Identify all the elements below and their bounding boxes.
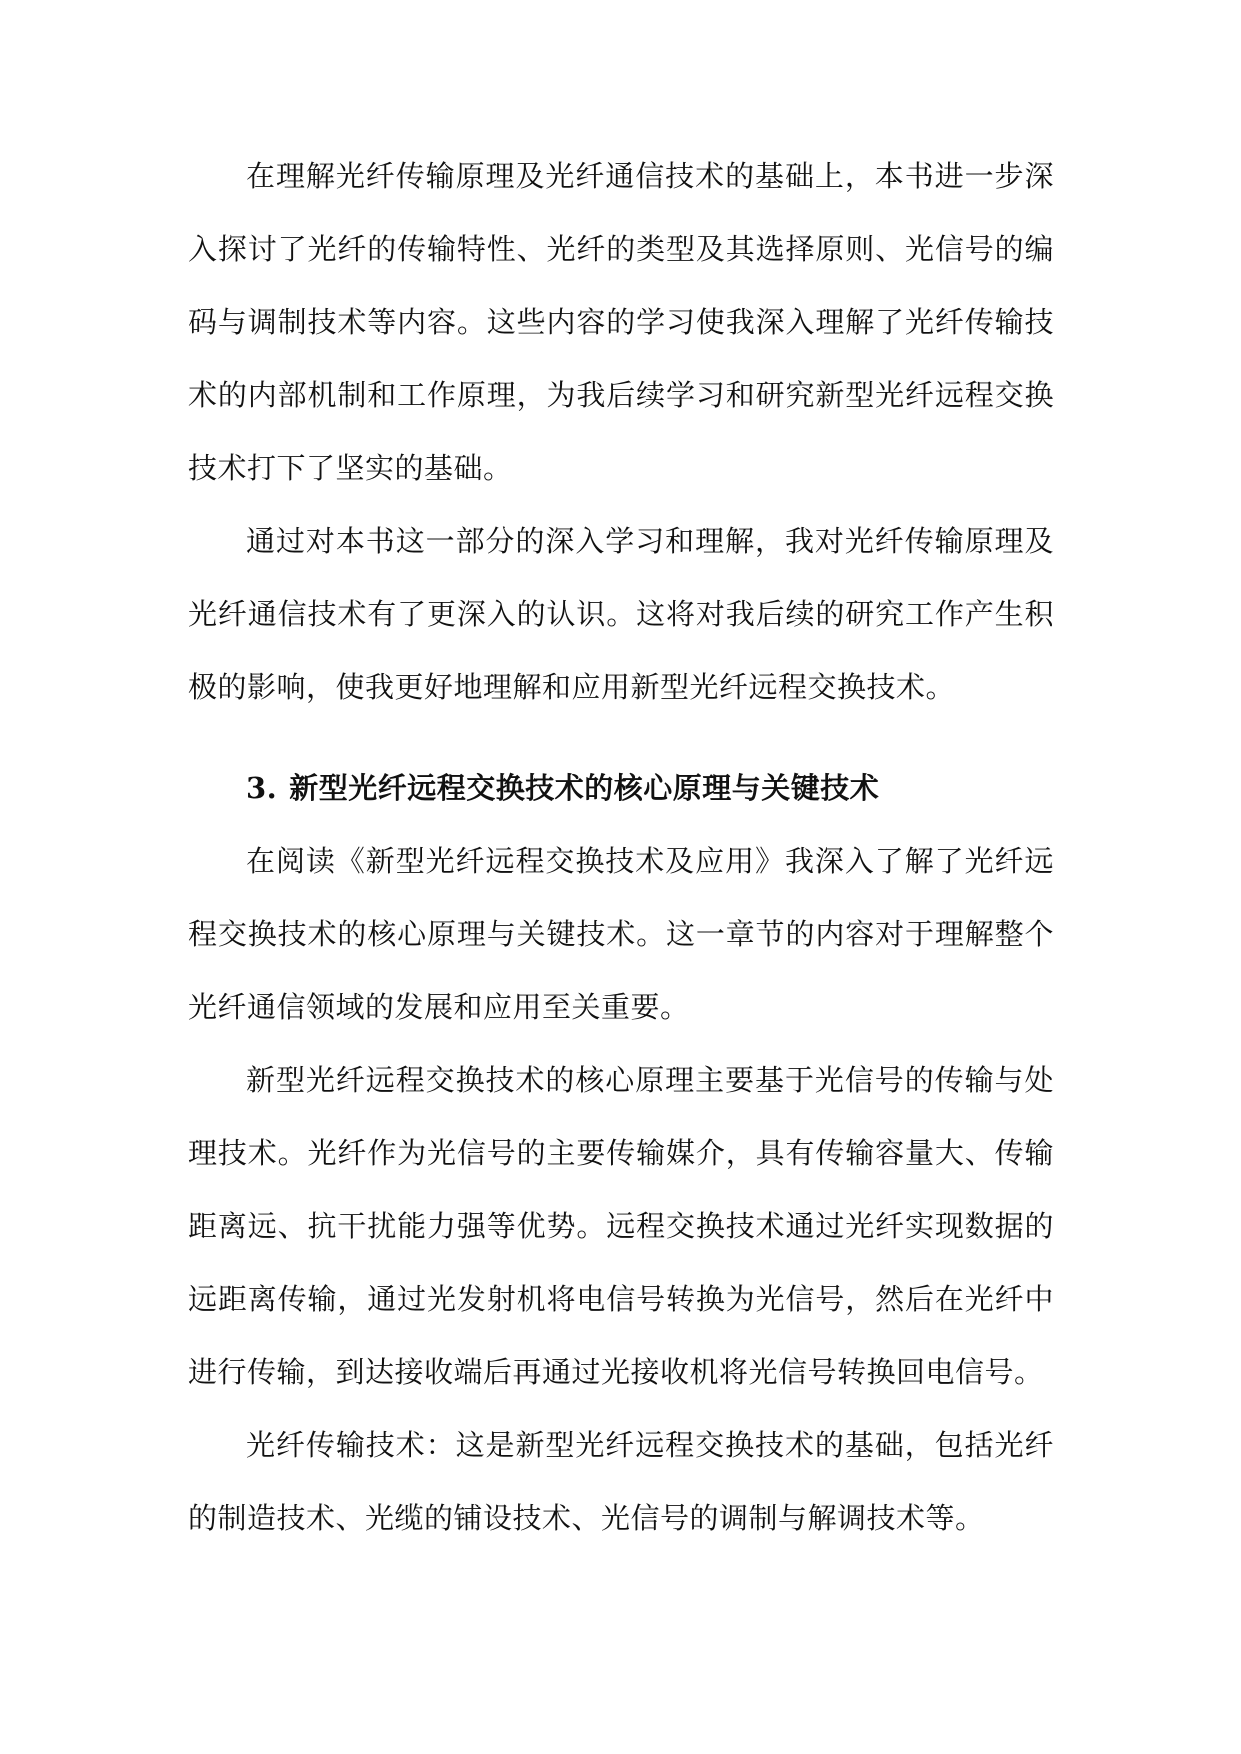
section-number: 3. [246, 771, 278, 805]
paragraph-5: 光纤传输技术：这是新型光纤远程交换技术的基础，包括光纤的制造技术、光缆的铺设技术、光信号的调制与解调技术等。 [188, 1428, 1054, 1535]
paragraph-4: 新型光纤远程交换技术的核心原理主要基于光信号的传输与处理技术。光纤作为光信号的主要传输媒介，具有传输容量大、传输距离远、抗干扰能力强等优势。远程交换技术通过光纤实现数据的远距离传输，通过光发射机将电信号转换为光信号，然后在光纤中进行传输，到达接收端后再通过光接收机将光信号转换回电信号。 [188, 1063, 1054, 1389]
section-title: 新型光纤远程交换技术的核心原理与关键技术 [289, 771, 880, 805]
paragraph-2: 通过对本书这一部分的深入学习和理解，我对光纤传输原理及光纤通信技术有了更深入的认识。这将对我后续的研究工作产生积极的影响，使我更好地理解和应用新型光纤远程交换技术。 [188, 524, 1054, 704]
section-heading [188, 752, 1054, 825]
paragraph-3: 在阅读《新型光纤远程交换技术及应用》我深入了解了光纤远程交换技术的核心原理与关键技术。这一章节的内容对于理解整个光纤通信领域的发展和应用至关重要。 [188, 844, 1054, 1024]
page-content [188, 140, 1054, 1555]
paragraph-1: 在理解光纤传输原理及光纤通信技术的基础上，本书进一步深入探讨了光纤的传输特性、光纤的类型及其选择原则、光信号的编码与调制技术等内容。这些内容的学习使我深入理解了光纤传输技术的内部机制和工作原理，为我后续学习和研究新型光纤远程交换技术打下了坚实的基础。 [188, 159, 1054, 485]
